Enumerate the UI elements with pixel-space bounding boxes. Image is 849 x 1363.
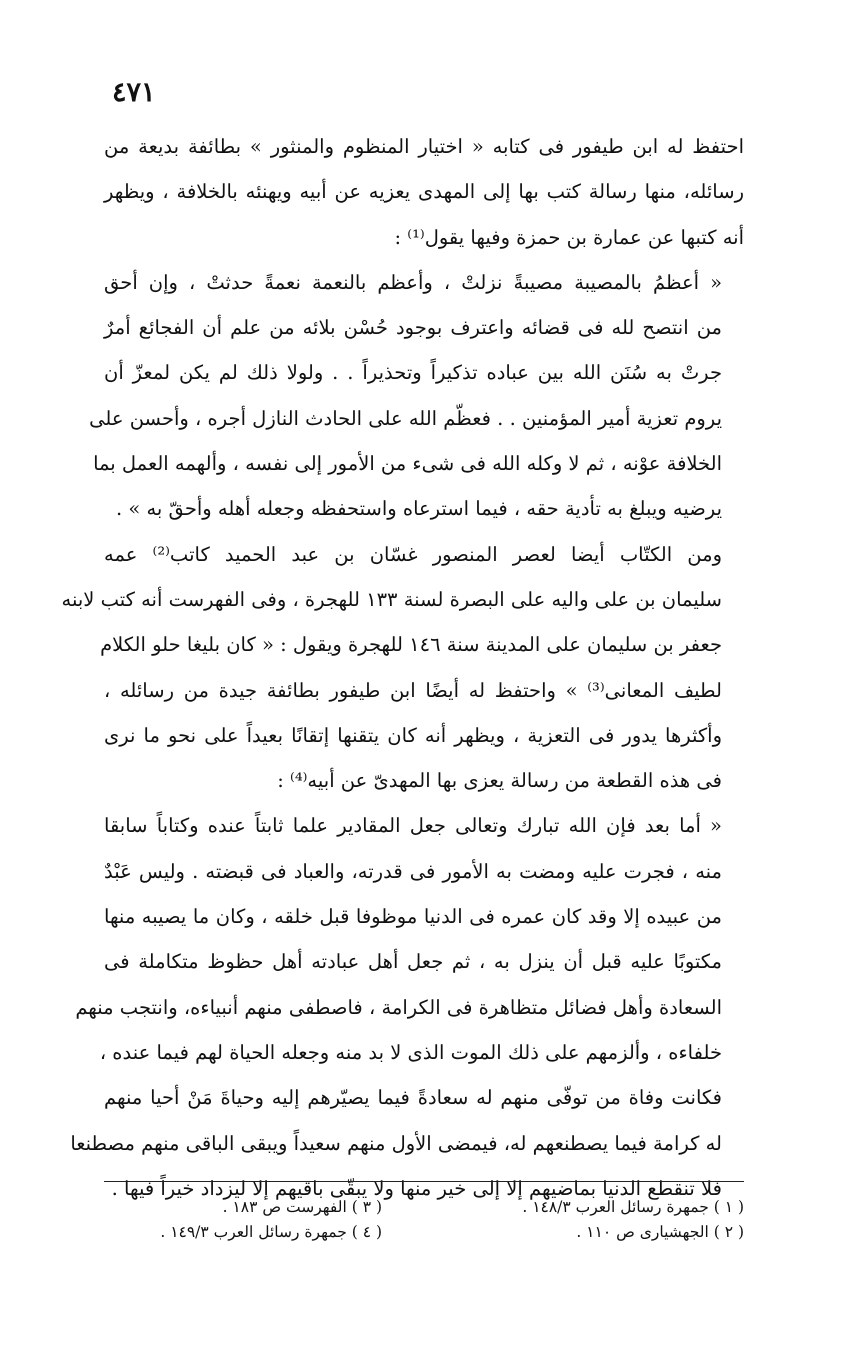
text-line: رسائله، منها رسالة كتب بها إلى المهدى يعزيه عن أبيه ويهنئه بالخلافة ، ويظهر [104, 180, 744, 204]
text-line: له كرامة فيما يصطنعهم له، فيمضى الأول منهم سعيداً ويبقى الباقى منهم مصطنعا [70, 1131, 722, 1155]
text-line: جعفر بن سليمان على المدينة سنة ١٤٦ للهجرة ويقول : « كان بليغا حلو الكلام [100, 633, 722, 657]
text-line: لطيف المعانى⁽³⁾ » واحتفظ له أيضًا ابن طيفور بطائفة جيدة من رسائله ، [104, 678, 722, 702]
text-line: يروم تعزية أمير المؤمنين . . فعظّم الله على الحادث النازل أجره ، وأحسن على [89, 406, 722, 430]
text-line: « أعظمُ بالمصيبة مصيبةً نزلتْ ، وأعظم بالنعمة نعمةً حدثتْ ، وإن أحق [104, 270, 722, 294]
text-line: فلا تنقطع الدنيا بماضيهم إلا إلى خير منها ولا يبقّى باقيهم إلا ليزداد خيراً فيها . [111, 1176, 722, 1200]
text-line: أنه كتبها عن عمارة بن حمزة وفيها يقول⁽¹⁾ : [394, 225, 744, 249]
text-line: ومن الكتّاب أيضا لعصر المنصور غسّان بن عبد الحميد كاتب⁽²⁾ عمه [104, 542, 722, 566]
text-line: منه ، فجرت عليه ومضت به الأمور فى قدرته، والعباد فى قبضته . وليس عَبْدٌ [104, 859, 722, 883]
footnotes-right-column [444, 1195, 744, 1245]
text-line: من عبيده إلا وقد كان عمره فى الدنيا موظوفا قبل خلقه ، وكان ما يصيبه منها [104, 905, 722, 929]
text-line: جرتْ به سُنَن الله بين عباده تذكيراً وتحذيراً . . ولولا ذلك لم يكن لمعزّ أن [104, 361, 722, 385]
body-text [61, 124, 744, 1211]
text-line: الخلافة عوْنه ، ثم لا وكله الله فى شىء من الأمور إلى نفسه ، وألهمه العمل بما [93, 452, 722, 476]
footnote-2: ( ٢ ) الجهشيارى ص ١١٠ . [576, 1223, 744, 1241]
paragraph-intro-ibn-tayfur [104, 124, 744, 260]
footnote-separator [104, 1181, 744, 1182]
paragraph-ghassan-ibn-abd-al-hamid [61, 532, 744, 804]
page-number: ٤٧١ [112, 77, 156, 108]
paragraph-quote-second-letter [70, 803, 744, 1211]
text-line: فى هذه القطعة من رسالة يعزى بها المهدىّ عن أبيه⁽⁴⁾ : [277, 769, 722, 793]
text-line: مكتوبًا عليه قبل أن ينزل به ، ثم جعل أهل عبادته أهل حظوظ متكاملة فى [104, 950, 722, 974]
text-line: وأكثرها يدور فى التعزية ، ويظهر أنه كان يتقنها إتقانًا بعيداً على نحو ما نرى [104, 723, 722, 747]
footnotes-left-column [82, 1195, 382, 1245]
text-line: سليمان بن على واليه على البصرة لسنة ١٣٣ للهجرة ، وفى الفهرست أنه كتب لابنه [61, 587, 722, 611]
paragraph-quote-condolence-letter [89, 260, 744, 532]
text-line: يرضيه ويبلغ به تأدية حقه ، فيما استرعاه واستحفظه وجعله أهله وأحقّ به » . [115, 497, 722, 521]
footnote-4: ( ٤ ) جمهرة رسائل العرب ١٤٩/٣ . [160, 1223, 382, 1241]
text-line: خلفاءه ، وألزمهم على ذلك الموت الذى لا بد منه وجعله الحياة لهم فيما عنده ، [99, 1040, 722, 1064]
text-line: فكانت وفاة من توفّى منهم له سعادةً فيما يصيّرهم إليه وحياةَ مَنْ أحيا منهم [104, 1086, 722, 1110]
text-line: احتفظ له ابن طيفور فى كتابه « اختيار المنظوم والمنثور » بطائفة بديعة من [104, 135, 744, 158]
text-line: « أما بعد فإن الله تبارك وتعالى جعل المقادير علما ثابتاً عنده وكتاباً سابقا [104, 814, 722, 838]
text-line: السعادة وأهل فضائل متظاهرة فى الكرامة ، فاصطفى منهم أنبياءه، وانتجب منهم [75, 995, 722, 1019]
footnote-3: ( ٣ ) الفهرست ص ١٨٣ . [222, 1198, 382, 1216]
text-line: من انتصح لله فى قضائه واعترف بوجود حُسْن بلائه من علم أن الفجائع أمرٌ [104, 316, 722, 340]
footnote-1: ( ١ ) جمهرة رسائل العرب ١٤٨/٣ . [522, 1198, 744, 1216]
